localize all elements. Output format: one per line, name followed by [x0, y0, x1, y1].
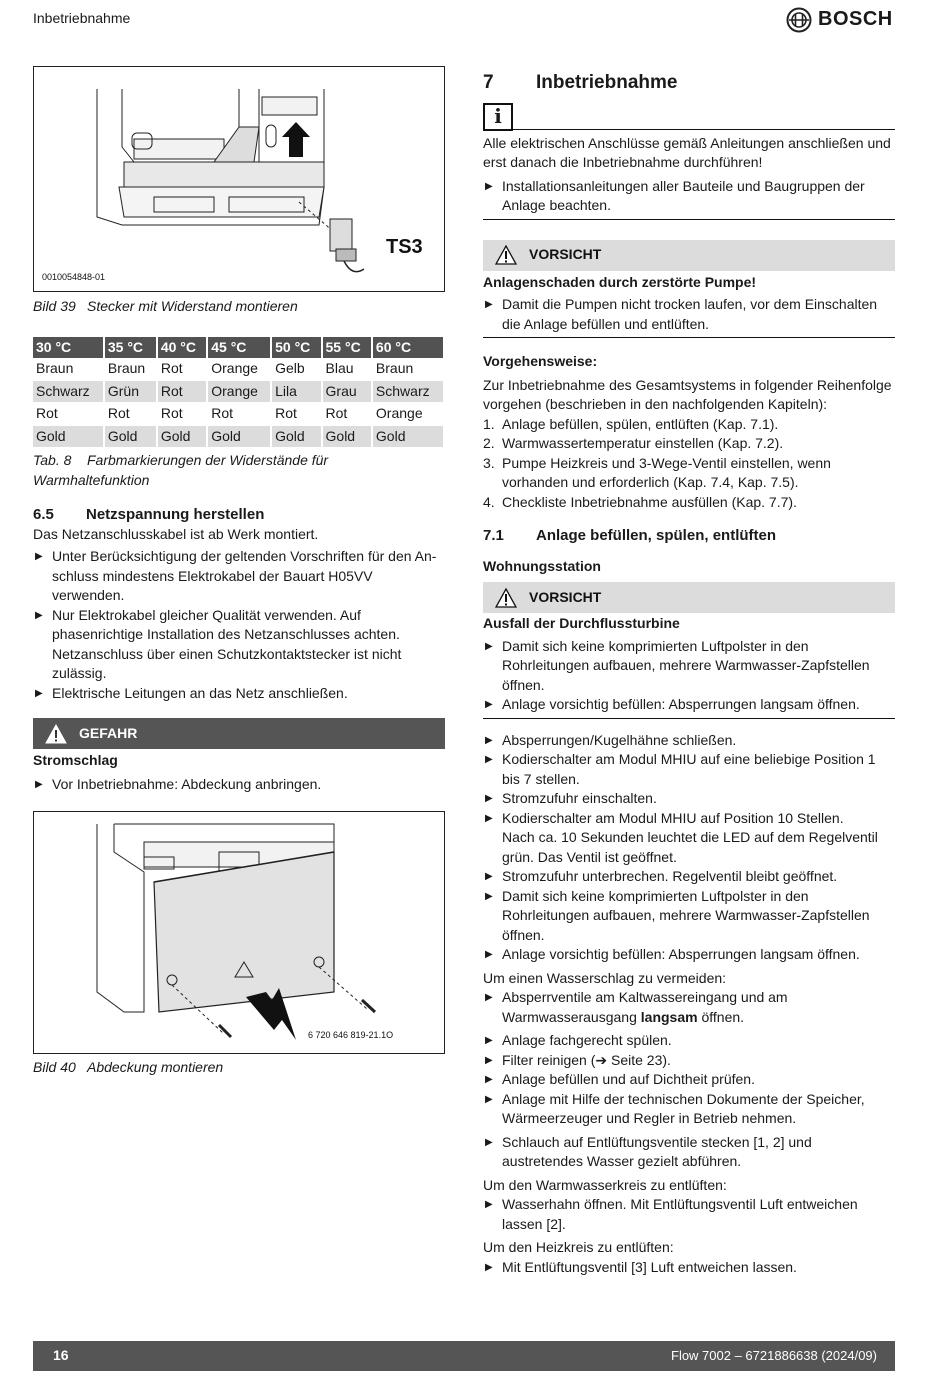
table-header: 40 °C — [157, 337, 207, 359]
caution-bullets — [483, 637, 895, 715]
table-cell: Schwarz — [33, 380, 104, 403]
table-cell: Braun — [33, 358, 104, 380]
table-header-row — [33, 337, 444, 359]
warning-triangle-icon — [33, 724, 79, 744]
connector-resistor-illustration — [34, 67, 444, 291]
water-hammer-intro: Um einen Wasserschlag zu vermeiden: — [483, 969, 727, 986]
info-text: Alle elektrischen Anschlüsse gemäß Anleitungen anschließen und erst danach die Inbetriebnahme durchführen! — [483, 134, 891, 170]
table-header: 45 °C — [207, 337, 271, 359]
dhw-intro: Um den Warmwasserkreis zu entlüften: — [483, 1176, 727, 1193]
table-row — [33, 403, 444, 426]
caution-warning-bar: VORSICHT — [483, 582, 895, 613]
subheading-wohnungsstation: Wohnungsstation — [483, 557, 601, 574]
list-item: 2. Warmwassertemperatur einstellen (Kap. 7.2). — [483, 435, 784, 451]
list-item: ▶ Anlage vorsichtig befüllen: Absperrungen langsam öffnen. — [483, 945, 895, 965]
list-item: ▶ Unter Berücksichtigung der geltenden Vorschriften für den Anschluss mindestens Elektrokabel der Bauart H05VV verwenden. — [33, 547, 445, 606]
list-item: ▶ Anlage mit Hilfe der technischen Dokumente der Speicher, Wärmeerzeuger und Regler in Betrieb nehmen. — [483, 1090, 895, 1129]
table-header: 55 °C — [322, 337, 372, 359]
list-item: ▶ Kodierschalter am Modul MHIU auf eine beliebige Position 1 bis 7 stellen. — [483, 750, 895, 789]
caution-title: Anlagenschaden durch zerstörte Pumpe! — [483, 273, 757, 290]
bosch-armature-icon — [786, 7, 812, 33]
table-header: 30 °C — [33, 337, 104, 359]
table-cell: Lila — [271, 380, 321, 403]
list-item: ▶ Kodierschalter am Modul MHIU auf Position 10 Stellen. Nach ca. 10 Sekunden leuchtet die LED auf dem Regelventil grün. Das Ventil ist geöffnet. — [483, 809, 895, 868]
list-item: 3. Pumpe Heizkreis und 3-Wege-Ventil einstellen, wenn vorhanden und erforderlich (Kap. 7.4, Kap. 7.5). — [483, 454, 831, 490]
list-item: ▶ Absperrungen/Kugelhähne schließen. — [483, 731, 895, 751]
table-row — [33, 358, 444, 380]
caution-title: Ausfall der Durchflussturbine — [483, 615, 680, 631]
table-cell: Braun — [372, 358, 444, 380]
arrow-right-icon: ➔ — [595, 1051, 608, 1068]
table-cell: Rot — [207, 403, 271, 426]
heating-intro: Um den Heizkreis zu entlüften: — [483, 1239, 674, 1255]
list-item: ▶ Damit die Pumpen nicht trocken laufen, vor dem Einschalten die Anlage befüllen und entlüften. — [483, 295, 895, 334]
list-item: ▶ Wasserhahn öffnen. Mit Entlüftungsventil Luft entweichen lassen [2]. — [483, 1195, 895, 1234]
table-cell: Grau — [322, 380, 372, 403]
table-header: 60 °C — [372, 337, 444, 359]
table-cell: Blau — [322, 358, 372, 380]
figure-39-caption: Bild 39 Stecker mit Widerstand montieren — [33, 298, 298, 314]
running-header: Inbetriebnahme — [33, 10, 131, 26]
list-item: ▶ Stromzufuhr unterbrechen. Regelventil bleibt geöffnet. — [483, 867, 895, 887]
figure-40-caption: Bild 40 Abdeckung montieren — [33, 1059, 224, 1075]
section-6-5-heading: 6.5 Netzspannung herstellen — [33, 506, 265, 523]
table-cell: Rot — [271, 403, 321, 426]
info-note — [483, 103, 895, 131]
list-item: 4. Checkliste Inbetriebnahme ausfüllen (Kap. 7.7). — [483, 493, 797, 510]
fill-steps — [483, 731, 895, 965]
table-cell: Gold — [322, 425, 372, 448]
document-reference: Flow 7002 – 6721886638 (2024/09) — [671, 1348, 877, 1364]
list-item: ▶ Absperrventile am Kaltwassereingang und am Warmwasserausgang langsam öffnen. — [483, 988, 895, 1027]
page-number: 16 — [53, 1347, 69, 1364]
section-6-5-bullets — [33, 547, 445, 703]
table-row — [33, 380, 444, 403]
table-cell: Gold — [104, 425, 157, 448]
warning-triangle-icon — [483, 245, 529, 265]
list-item: ▶ Nur Elektrokabel gleicher Qualität verwenden. Auf phasenrichtige Installation des Netzanschlusses achten. Netzanschluss über einen Schutzkontaktstecker ist nicht zulässig. — [33, 606, 445, 684]
figure-code: 6 720 646 819-21.1O — [308, 1030, 394, 1040]
flush-steps — [483, 1031, 895, 1172]
left-column — [33, 66, 445, 1078]
list-item: ▶ Anlage fachgerecht spülen. — [483, 1031, 895, 1051]
procedure-intro: Zur Inbetriebnahme des Gesamtsystems in folgender Reihenfolge vorgehen (beschrieben in den nachfolgenden Kapiteln): — [483, 376, 892, 412]
heating-bullets — [483, 1258, 895, 1278]
dhw-bullets — [483, 1195, 895, 1234]
table-8-caption: Tab. 8 Farbmarkierungen der Widerstände für Warmhaltefunktion — [33, 452, 329, 488]
list-item: ▶ Stromzufuhr einschalten. — [483, 789, 895, 809]
table-cell: Rot — [157, 358, 207, 380]
warning-triangle-icon — [483, 588, 529, 608]
water-hammer-bullets — [483, 988, 895, 1027]
table-cell: Orange — [372, 403, 444, 426]
table-cell: Gold — [372, 425, 444, 448]
table-cell: Rot — [104, 403, 157, 426]
table-cell: Rot — [322, 403, 372, 426]
divider — [483, 337, 895, 338]
procedure-title: Vorgehensweise: — [483, 353, 598, 369]
table-cell: Gold — [207, 425, 271, 448]
table-cell: Gold — [271, 425, 321, 448]
list-item: ▶ Anlage befüllen und auf Dichtheit prüfen. — [483, 1070, 895, 1090]
info-icon: i — [483, 103, 513, 131]
resistor-color-table — [33, 337, 445, 449]
table-header: 35 °C — [104, 337, 157, 359]
bosch-logo: BOSCH — [786, 7, 893, 33]
table-cell: Orange — [207, 358, 271, 380]
table-cell: Braun — [104, 358, 157, 380]
list-item: ▶ Vor Inbetriebnahme: Abdeckung anbringen. — [33, 775, 445, 795]
info-divider — [513, 129, 895, 130]
right-column — [483, 70, 895, 1277]
list-item: ▶ Elektrische Leitungen an das Netz anschließen. — [33, 684, 445, 704]
table-cell: Rot — [33, 403, 104, 426]
caution-bullets — [483, 295, 895, 334]
list-item: ▶ Damit sich keine komprimierten Luftpolster in den Rohrleitungen aufbauen, mehrere Warmwasser-Zapfstellen öffnen. — [483, 887, 895, 946]
section-6-5-intro: Das Netzanschlusskabel ist ab Werk montiert. — [33, 525, 319, 542]
procedure-steps — [483, 415, 895, 513]
list-item: ▶ Damit sich keine komprimierten Luftpolster in den Rohrleitungen aufbauen, mehrere Warmwasser-Zapfstellen öffnen. — [483, 637, 895, 696]
table-cell: Gold — [157, 425, 207, 448]
danger-warning-bar: GEFAHR — [33, 718, 445, 749]
ts3-label: TS3 — [386, 236, 423, 258]
page-footer — [33, 1341, 895, 1371]
figure-40 — [33, 811, 445, 1054]
divider — [483, 219, 895, 220]
table-cell: Rot — [157, 380, 207, 403]
list-item: ▶ Filter reinigen (➔ Seite 23). — [483, 1051, 895, 1071]
info-bullets — [483, 177, 895, 216]
list-item: ▶ Anlage vorsichtig befüllen: Absperrungen langsam öffnen. — [483, 695, 895, 715]
table-header: 50 °C — [271, 337, 321, 359]
table-row — [33, 425, 444, 448]
cover-mounting-illustration — [34, 812, 444, 1053]
table-cell: Gold — [33, 425, 104, 448]
danger-bullets — [33, 775, 445, 795]
divider — [483, 718, 895, 719]
chapter-7-heading: 7 Inbetriebnahme — [483, 72, 678, 93]
list-item: ▶ Installationsanleitungen aller Bauteile und Baugruppen der Anlage beachten. — [483, 177, 895, 216]
table-cell: Grün — [104, 380, 157, 403]
figure-code: 0010054848-01 — [42, 272, 106, 282]
list-item: 1. Anlage befüllen, spülen, entlüften (Kap. 7.1). — [483, 415, 779, 432]
section-7-1-heading: 7.1 Anlage befüllen, spülen, entlüften — [483, 527, 777, 544]
list-item: ▶ Schlauch auf Entlüftungsventile stecken [1, 2] und austretendes Wasser gezielt abführen. — [483, 1133, 895, 1172]
list-item: ▶ Mit Entlüftungsventil [3] Luft entweichen lassen. — [483, 1258, 895, 1278]
figure-39 — [33, 66, 445, 292]
table-cell: Rot — [157, 403, 207, 426]
table-cell: Orange — [207, 380, 271, 403]
table-cell: Gelb — [271, 358, 321, 380]
table-cell: Schwarz — [372, 380, 444, 403]
caution-warning-bar: VORSICHT — [483, 240, 895, 271]
danger-title: Stromschlag — [33, 752, 118, 768]
